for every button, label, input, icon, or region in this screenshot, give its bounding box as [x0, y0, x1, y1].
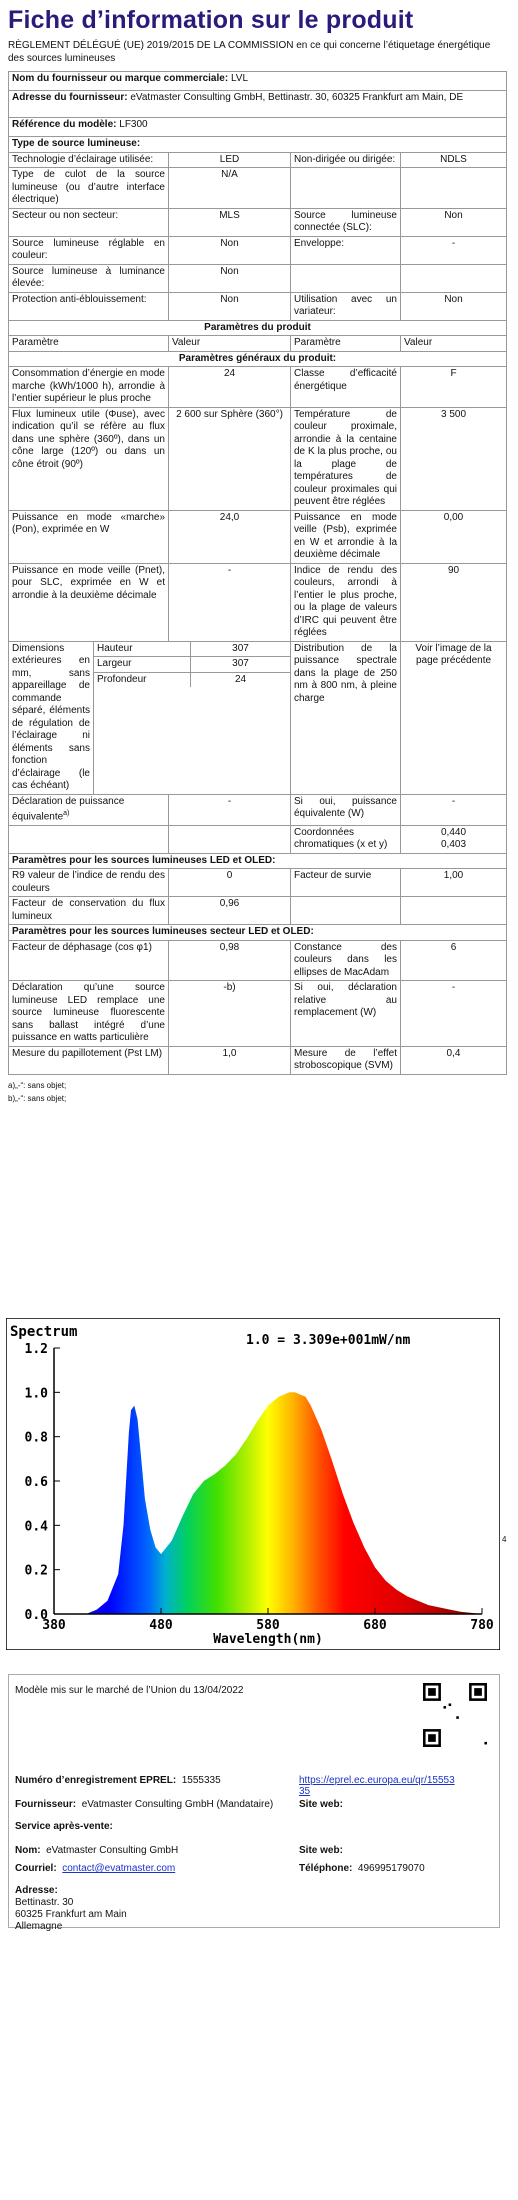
general-row	[9, 407, 507, 510]
empty-cell	[9, 825, 169, 853]
param-label: Coordonnées chromatiques (x et y)	[291, 825, 401, 853]
param-label: Déclaration qu’une source lumineuse LED remplace une source lumineuse fluorescente sans ballast intégré d’une puissance en watts particulière	[9, 981, 169, 1047]
general-row	[9, 367, 507, 408]
y-tick-label: 0.0	[24, 1608, 48, 1623]
email-label: Courriel:	[15, 1863, 57, 1874]
param-value	[401, 264, 507, 292]
website-label-2: Site web:	[299, 1845, 343, 1856]
x-tick-label: 680	[363, 1618, 387, 1633]
param-label: Classe d’efficacité énergétique	[291, 367, 401, 408]
address-label: Adresse:	[15, 1885, 58, 1896]
param-value: Non	[401, 292, 507, 320]
param-label: Facteur de conservation du flux lumineux	[9, 897, 169, 925]
param-label: Secteur ou non secteur:	[9, 208, 169, 236]
param-label: Protection anti-éblouissement:	[9, 292, 169, 320]
param-label: Mesure de l’effet stroboscopique (SVM)	[291, 1046, 401, 1074]
model-ref-value: LF300	[119, 119, 148, 130]
param-label: Température de couleur proximale, arrondie à la centaine de K la plus proche, ou la plage de températures de couleur proximales qui peuvent être réglées	[291, 407, 401, 510]
mains-title: Paramètres pour les sources lumineuses secteur LED et OLED:	[9, 925, 507, 941]
address-line: Allemagne	[15, 1921, 63, 1932]
phone-value: 496995179070	[357, 1863, 425, 1874]
dimension-name: Largeur	[94, 657, 191, 672]
param-label	[291, 168, 401, 209]
dimension-value: 24	[234, 673, 247, 685]
param-value: NDLS	[401, 152, 507, 168]
market-info-box	[8, 1674, 500, 1932]
type-row	[9, 292, 507, 320]
phone-label: Téléphone:	[299, 1863, 353, 1874]
param-value: Voir l’image de la page précédente	[401, 641, 507, 794]
footnote-b: b)„-“: sans objet;	[8, 1093, 67, 1103]
x-tick-label: 380	[42, 1618, 66, 1633]
param-value: -	[169, 794, 291, 825]
mains-row	[9, 940, 507, 981]
supplier-value: eVatmaster Consulting GmbH (Mandataire)	[81, 1799, 274, 1810]
contact-name-value: eVatmaster Consulting GmbH	[46, 1845, 179, 1856]
param-label: Enveloppe:	[291, 236, 401, 264]
param-label: Type de culot de la source lumineuse (ou d’autre interface électrique)	[9, 168, 169, 209]
param-value: Non	[169, 292, 291, 320]
param-label: Puissance en mode veille (Pnet), pour SLC, exprimée en W et arrondie à la deuxième décimale	[9, 563, 169, 641]
dimensions-cell	[9, 641, 291, 794]
model-ref-label: Référence du modèle:	[12, 119, 117, 130]
dimension-name: Hauteur	[94, 642, 191, 657]
dimension-name: Profondeur	[94, 673, 191, 688]
param-value: 0,96	[169, 897, 291, 925]
param-value: MLS	[169, 208, 291, 236]
product-table	[8, 71, 507, 1075]
page-title: Fiche d’information sur le produit	[8, 6, 414, 34]
eprel-link[interactable]: https://eprel.ec.europa.eu/qr/1555335	[299, 1775, 455, 1797]
param-label: Facteur de survie	[291, 869, 401, 897]
param-value: Non	[169, 264, 291, 292]
address-line: Bettinastr. 30	[15, 1897, 74, 1908]
supplier-name-row	[9, 72, 507, 91]
param-value: 24	[169, 367, 291, 408]
type-row	[9, 168, 507, 209]
param-value	[401, 168, 507, 209]
param-label: Non-dirigée ou dirigée:	[291, 152, 401, 168]
website-label-1: Site web:	[299, 1799, 343, 1810]
chart-title: Spectrum	[10, 1324, 78, 1340]
param-value: LED	[169, 152, 291, 168]
param-label: Consommation d’énergie en mode marche (kWh/1000 h), arrondie à l’entier supérieur le plus proche	[9, 367, 169, 408]
param-value: 0,98	[169, 940, 291, 981]
led-title-row	[9, 853, 507, 869]
eprel-label: Numéro d’enregistrement EPREL:	[15, 1775, 177, 1786]
y-tick-label: 0.4	[24, 1519, 48, 1535]
param-value: Non	[169, 236, 291, 264]
param-label: Utilisation avec un variateur:	[291, 292, 401, 320]
supplier-label: Fournisseur:	[15, 1799, 77, 1810]
param-value: -	[401, 236, 507, 264]
param-label: Puissance en mode veille (Psb), exprimée en W et arrondie à la deuxième décimale	[291, 510, 401, 563]
param-value: 24,0	[169, 510, 291, 563]
regulation-text: RÈGLEMENT DÉLÉGUÉ (UE) 2019/2015 DE LA COMMISSION en ce qui concerne l’étiquetage énergétique des sources lumineuses	[8, 40, 491, 64]
param-value	[401, 897, 507, 925]
param-label: Source lumineuse à luminance élevée:	[9, 264, 169, 292]
supplier-address-value: eVatmaster Consulting GmbH, Bettinastr. 30, 60325 Frankfurt am Main, DE	[130, 92, 464, 103]
params-title: Paramètres du produit	[9, 320, 507, 336]
column-header-row	[9, 336, 507, 352]
led-row	[9, 869, 507, 897]
param-label: Mesure du papillotement (Pst LM)	[9, 1046, 169, 1074]
param-value: 6	[401, 940, 507, 981]
param-value: Non	[401, 208, 507, 236]
y-tick-label: 1.2	[24, 1342, 48, 1357]
supplier-address-label: Adresse du fournisseur:	[12, 92, 128, 103]
address-line: 60325 Frankfurt am Main	[15, 1909, 127, 1920]
param-label	[9, 794, 169, 825]
general-title-row	[9, 351, 507, 367]
param-value: -	[401, 794, 507, 825]
x-tick-label: 780	[470, 1618, 494, 1633]
chroma-row	[9, 825, 507, 853]
param-label: Flux lumineux utile (Φuse), avec indication qu’il se réfère au flux dans une sphère (360º), dans un cône large (120º) ou dans un cône étroit (90º)	[9, 407, 169, 510]
general-row	[9, 563, 507, 641]
param-label: Source lumineuse réglable en couleur:	[9, 236, 169, 264]
equiv-label: Déclaration de puissance équivalente	[12, 795, 125, 823]
eprel-value: 1555335	[181, 1775, 221, 1786]
type-row	[9, 208, 507, 236]
param-value: 0	[169, 869, 291, 897]
param-value: F	[401, 367, 507, 408]
param-value: 1,0	[169, 1046, 291, 1074]
y-tick-label: 0.2	[24, 1563, 48, 1579]
param-value: N/A	[169, 168, 291, 209]
param-value: 90	[401, 563, 507, 641]
general-title: Paramètres généraux du produit:	[9, 351, 507, 367]
param-label: Indice de rendu des couleurs, arrondi à l’entier le plus proche, ou la plage de valeurs d’IRC qui peuvent être réglées	[291, 563, 401, 641]
dimensions-row	[9, 641, 507, 794]
chroma-x: 0,440	[440, 826, 467, 838]
chart-annotation: 1.0 = 3.309e+001mW/nm	[246, 1333, 411, 1348]
param-label: Si oui, puissance équivalente (W)	[291, 794, 401, 825]
params-title-row	[9, 320, 507, 336]
x-tick-label: 480	[149, 1618, 173, 1633]
param-value: -	[169, 563, 291, 641]
y-tick-label: 0.6	[24, 1475, 48, 1490]
x-axis-label: Wavelength(nm)	[213, 1632, 323, 1647]
param-value: 0,00	[401, 510, 507, 563]
dimension-value: 307	[232, 658, 249, 669]
empty-cell	[169, 825, 291, 853]
y-tick-label: 0.8	[24, 1430, 48, 1446]
product-table-body	[9, 72, 507, 1075]
footnote-a: a)„-“: sans objet;	[8, 1080, 67, 1090]
type-section-title: Type de source lumineuse:	[9, 137, 507, 153]
equiv-sup: a)	[63, 810, 70, 817]
type-row	[9, 264, 507, 292]
general-row	[9, 510, 507, 563]
supplier-name-value: LVL	[230, 73, 249, 84]
service-label: Service après-vente:	[15, 1821, 113, 1832]
param-value: 2 600 sur Sphère (360°)	[169, 407, 291, 510]
y-tick-label: 1.0	[24, 1386, 48, 1402]
dimension-value: 307	[232, 642, 249, 654]
model-ref-row	[9, 118, 507, 137]
chroma-y: 0,403	[440, 839, 467, 851]
type-row	[9, 236, 507, 264]
param-label: Facteur de déphasage (cos φ1)	[9, 940, 169, 981]
param-label	[291, 264, 401, 292]
column-header: Valeur	[169, 336, 291, 352]
spectrum-chart	[6, 1318, 500, 1650]
address-block	[15, 1897, 127, 1933]
qr-code-icon[interactable]	[423, 1683, 487, 1747]
type-row	[9, 152, 507, 168]
param-value: 0,4	[401, 1046, 507, 1074]
equiv-row	[9, 794, 507, 825]
email-link[interactable]: contact@evatmaster.com	[62, 1863, 176, 1874]
dimensions-label: Dimensions extérieures en mm, sans appareillage de commande séparé, éléments de régulation de l’éclairage ni éléments sans fonction d’éclairage (le cas échéant)	[9, 642, 94, 794]
mains-row	[9, 1046, 507, 1074]
param-label: Technologie d’éclairage utilisée:	[9, 152, 169, 168]
product-sheet	[8, 6, 506, 1105]
supplier-name-label: Nom du fournisseur ou marque commerciale:	[12, 73, 229, 84]
param-value: -b)	[169, 981, 291, 1047]
param-value	[401, 825, 507, 853]
param-value: 3 500	[401, 407, 507, 510]
param-label: Constance des couleurs dans les ellipses de MacAdam	[291, 940, 401, 981]
led-title: Paramètres pour les sources lumineuses LED et OLED:	[9, 853, 507, 869]
param-label	[291, 897, 401, 925]
mains-title-row	[9, 925, 507, 941]
contact-name-label: Nom:	[15, 1845, 41, 1856]
param-label: Distribution de la puissance spectrale dans la plage de 250 nm à 800 nm, à pleine charge	[291, 641, 401, 794]
column-header: Paramètre	[9, 336, 169, 352]
x-tick-label: 580	[256, 1618, 280, 1633]
mains-row	[9, 981, 507, 1047]
supplier-address-row	[9, 91, 507, 118]
column-header: Valeur	[401, 336, 507, 352]
led-row	[9, 897, 507, 925]
dimensions-values	[94, 642, 290, 794]
footnotes	[8, 1079, 506, 1105]
param-label: Source lumineuse connectée (SLC):	[291, 208, 401, 236]
param-value: 1,00	[401, 869, 507, 897]
column-header: Paramètre	[291, 336, 401, 352]
param-label: R9 valeur de l’indice de rendu des couleurs	[9, 869, 169, 897]
param-value: -	[401, 981, 507, 1047]
param-label: Puissance en mode «marche» (Pon), exprimée en W	[9, 510, 169, 563]
side-mark: 4	[502, 1535, 507, 1544]
param-label: Si oui, déclaration relative au remplacement (W)	[291, 981, 401, 1047]
market-date: Modèle mis sur le marché de l’Union du 13/04/2022	[15, 1685, 244, 1696]
